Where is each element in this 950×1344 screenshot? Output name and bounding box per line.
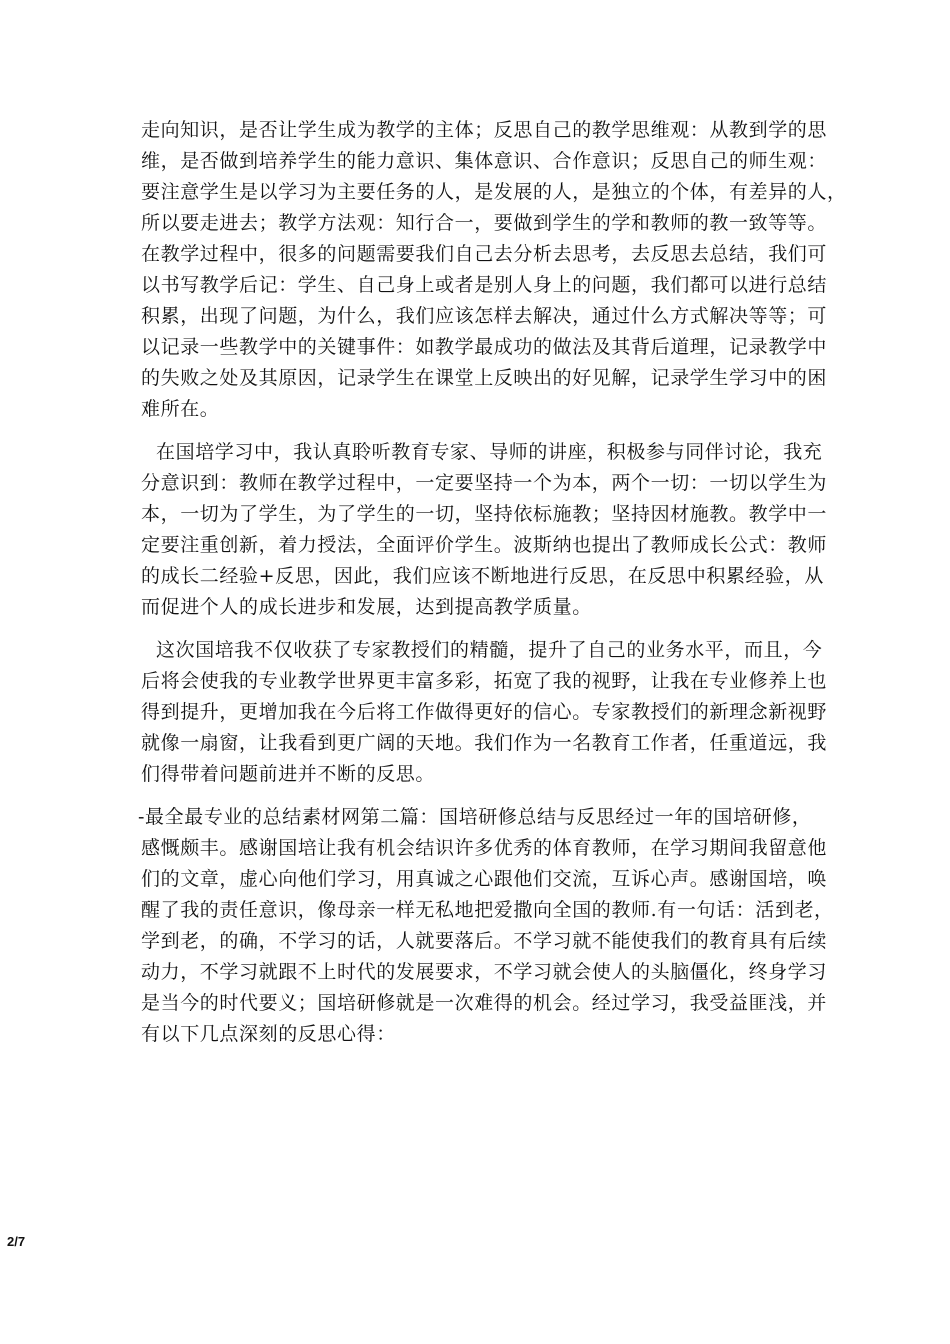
text-line-25: 醒了我的责任意识，像母亲一样无私地把爱撒向全国的教师.有一句话：活到老， <box>141 899 834 921</box>
text-line-16: 而促进个人的成长进步和发展，达到提高教学质量。 <box>141 596 592 618</box>
text-line-5: 在教学过程中，很多的问题需要我们自己去分析去思考，去反思去总结，我们可 <box>141 243 828 265</box>
text-line-4: 所以要走进去；教学方法观：知行合一，要做到学生的学和教师的教一致等等。 <box>141 212 828 234</box>
text-line-26: 学到老，的确，不学习的话，人就要落后。不学习就不能使我们的教育具有后续 <box>141 930 828 952</box>
text-line-2: 维，是否做到培养学生的能力意识、集体意识、合作意识；反思自己的师生观： <box>141 150 828 172</box>
text-line-14: 定要注重创新，着力授法，全面评价学生。波斯纳也提出了教师成长公式：教师 <box>141 534 828 556</box>
text-line-22: -最全最专业的总结素材网第二篇：国培研修总结与反思经过一年的国培研修， <box>138 806 812 828</box>
text-line-3: 要注意学生是以学习为主要任务的人，是发展的人，是独立的个体，有差异的人， <box>141 181 847 203</box>
text-line-11: 在国培学习中，我认真聆听教育专家、导师的讲座，积极参与同伴讨论，我充 <box>156 441 823 463</box>
text-line-28: 是当今的时代要义；国培研修就是一次难得的机会。经过学习，我受益匪浅，并 <box>141 992 828 1014</box>
text-line-19: 得到提升，更增加我在今后将工作做得更好的信心。专家教授们的新理念新视野 <box>141 701 828 723</box>
text-line-18: 后将会使我的专业教学世界更丰富多彩，拓宽了我的视野，让我在专业修养上也 <box>141 670 828 692</box>
text-line-12: 分意识到：教师在教学过程中，一定要坚持一个为本，两个一切：一切以学生为 <box>141 472 828 494</box>
text-line-17: 这次国培我不仅收获了专家教授们的精髓，提升了自己的业务水平，而且，今 <box>156 639 823 661</box>
text-line-1: 走向知识，是否让学生成为教学的主体；反思自己的教学思维观：从教到学的思 <box>141 119 828 141</box>
text-line-27: 动力，不学习就跟不上时代的发展要求，不学习就会使人的头脑僵化，终身学习 <box>141 961 828 983</box>
text-line-9: 的失败之处及其原因，记录学生在课堂上反映出的好见解，记录学生学习中的困 <box>141 367 828 389</box>
text-line-7: 积累，出现了问题，为什么，我们应该怎样去解决，通过什么方式解决等等；可 <box>141 305 828 327</box>
text-line-23: 感慨颇丰。感谢国培让我有机会结识许多优秀的体育教师，在学习期间我留意他 <box>141 837 828 859</box>
text-line-13: 本，一切为了学生，为了学生的一切，坚持依标施教；坚持因材施教。教学中一 <box>141 503 828 525</box>
text-line-10: 难所在。 <box>141 398 220 420</box>
text-line-6: 以书写教学后记：学生、自己身上或者是别人身上的问题，我们都可以进行总结 <box>141 274 828 296</box>
text-line-29: 有以下几点深刻的反思心得： <box>141 1023 396 1045</box>
text-line-24: 们的文章，虚心向他们学习，用真诚之心跟他们交流，互诉心声。感谢国培，唤 <box>141 868 828 890</box>
text-line-21: 们得带着问题前进并不断的反思。 <box>141 763 436 785</box>
text-line-8: 以记录一些教学中的关键事件：如教学最成功的做法及其背后道理，记录教学中 <box>141 336 828 358</box>
text-line-20: 就像一扇窗，让我看到更广阔的天地。我们作为一名教育工作者，任重道远，我 <box>141 732 828 754</box>
text-line-15: 的成长二经验+反思，因此，我们应该不断地进行反思，在反思中积累经验，从 <box>141 565 824 587</box>
page-number: 2/7 <box>7 1234 26 1249</box>
